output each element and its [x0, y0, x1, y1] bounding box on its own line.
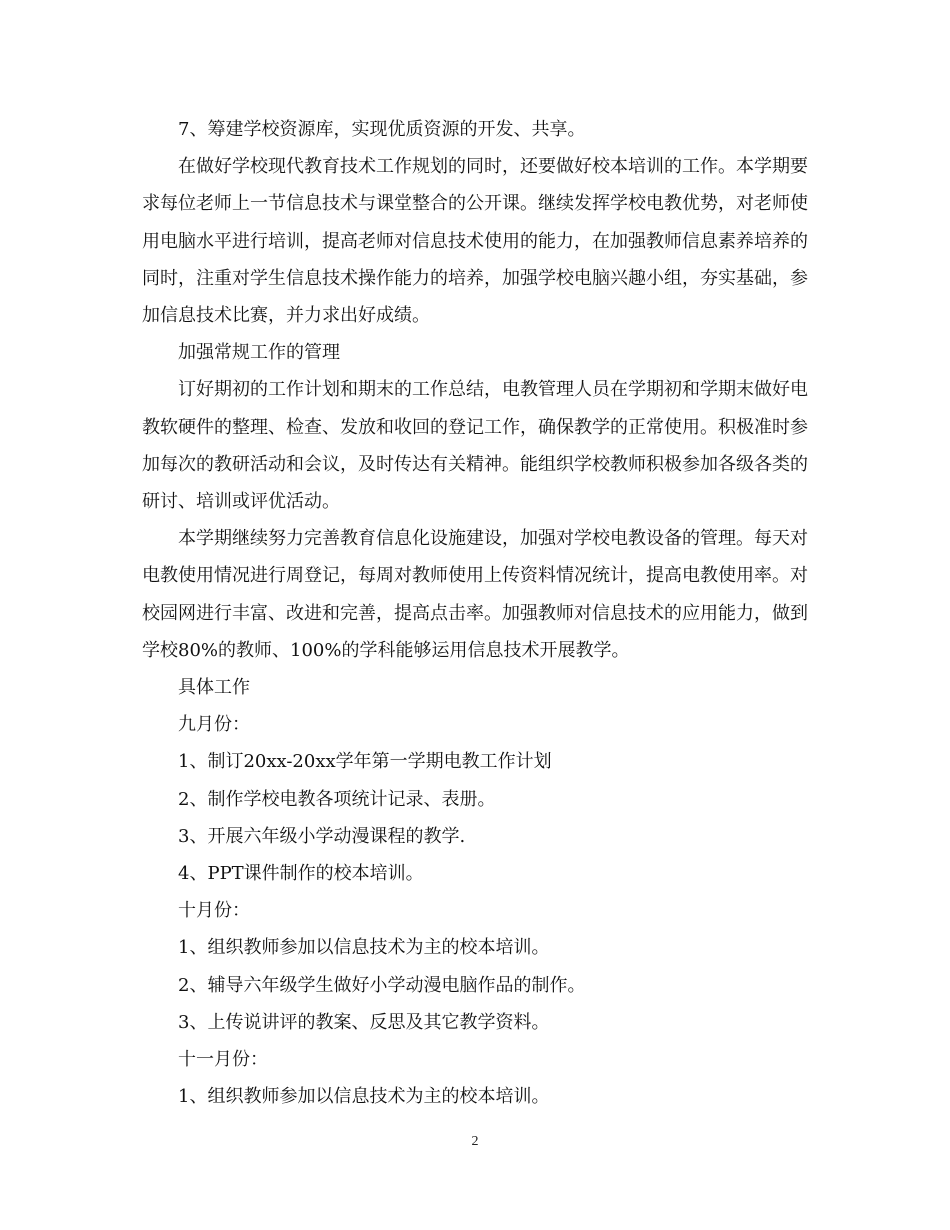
month-heading-september: 九月份：	[178, 714, 250, 736]
month-heading-october: 十月份：	[178, 900, 250, 922]
document-body	[142, 111, 808, 1115]
list-item: 2、辅导六年级学生做好小学动漫电脑作品的制作。	[178, 974, 586, 996]
month-heading-november: 十一月份：	[178, 1049, 268, 1071]
paragraph-5: 本学期继续努力完善教育信息化设施建设，加强对学校电教设备的管理。每天对电教使用情况进行周登记，每周对教师使用上传资料情况统计，提高电教使用率。对校园网进行丰富、改进和完善，提高点击率。加强教师对信息技术的应用能力，做到学校80%的教师、100%的学科能够运用信息技术开展教学。	[142, 528, 808, 661]
list-item: 1、组织教师参加以信息技术为主的校本培训。	[178, 1086, 550, 1108]
section-heading-specific-work: 具体工作	[178, 677, 250, 699]
paragraph-2: 在做好学校现代教育技术工作规划的同时，还要做好校本培训的工作。本学期要求每位老师上一节信息技术与课堂整合的公开课。继续发挥学校电教优势，对老师使用电脑水平进行培训，提高老师对信息技术使用的能力，在加强教师信息素养培养的同时，注重对学生信息技术操作能力的培养，加强学校电脑兴趣小组，夯实基础，参加信息技术比赛，并力求出好成绩。	[142, 156, 808, 327]
list-item: 4、PPT课件制作的校本培训。	[178, 863, 424, 885]
list-item: 3、上传说讲评的教案、反思及其它教学资料。	[178, 1011, 550, 1033]
section-heading-routine: 加强常规工作的管理	[178, 342, 340, 364]
page-number: 2	[471, 1134, 479, 1149]
list-item: 1、制订20xx-20xx学年第一学期电教工作计划	[178, 751, 552, 773]
list-item: 1、组织教师参加以信息技术为主的校本培训。	[178, 937, 550, 959]
list-item: 3、开展六年级小学动漫课程的教学.	[178, 825, 466, 847]
paragraph-1: 7、筹建学校资源库，实现优质资源的开发、共享。	[178, 119, 586, 140]
paragraph-4: 订好期初的工作计划和期末的工作总结，电教管理人员在学期初和学期末做好电教软硬件的整理、检查、发放和收回的登记工作，确保教学的正常使用。积极准时参加每次的教研活动和会议，及时传达有关精神。能组织学校教师积极参加各级各类的研讨、培训或评优活动。	[142, 379, 808, 513]
list-item: 2、制作学校电教各项统计记录、表册。	[178, 788, 496, 810]
